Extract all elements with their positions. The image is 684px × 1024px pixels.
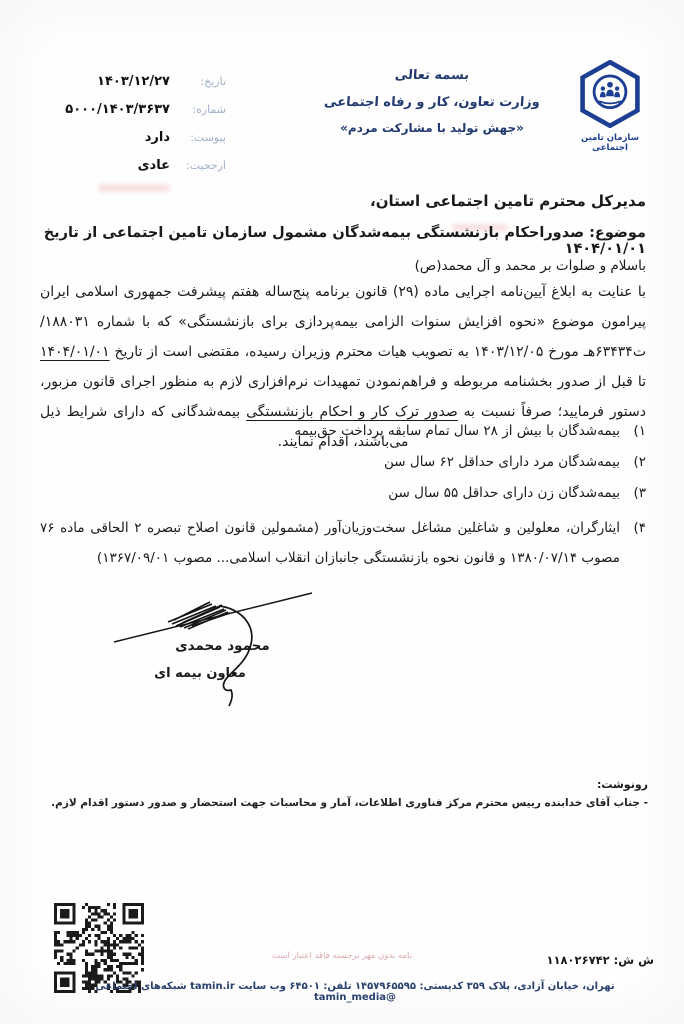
serial-label: ش ش: — [613, 953, 654, 967]
paragraph-part2: تا قبل از صدور بخشنامه مربوطه و فراهم‌نمودن تمهیدات نرم‌افزاری لازم به منظور اجرای قانون مزبور، دستور فرمایید؛ صرفاً نسبت به — [40, 374, 647, 420]
meta-row-attachment — [38, 130, 226, 150]
qr-code — [54, 903, 144, 993]
priority-value: عادی — [137, 158, 170, 173]
item-text: بیمه‌شدگان زن دارای حداقل ۵۵ سال سن — [388, 485, 620, 501]
serial-number — [546, 953, 654, 967]
item-number: ۳) — [633, 485, 646, 501]
ministry-name: وزارت تعاون، کار و رفاه اجتماعی — [323, 95, 541, 110]
signer-name: محمود محمدی — [175, 638, 270, 654]
signature-block — [112, 582, 327, 712]
signer-title: معاون بیمه ای — [154, 666, 246, 681]
list-item — [40, 420, 646, 443]
number-label: شماره: — [192, 103, 226, 116]
letter-meta-block — [38, 74, 226, 186]
list-item — [40, 482, 646, 505]
subject-line: موضوع: صدوراحکام بازنشستگی بیمه‌شدگان مشمول سازمان تامین اجتماعی از تاریخ ۱۴۰۴/۰۱/۰۱ — [43, 225, 646, 257]
item-text: ایثارگران، معلولین و شاغلین مشاغل سخت‌وزیان‌آور (مشمولین قانون اصلاح تبصره ۲ الحاقی ماده ۷۶ مصوب ۱۳۸۰/۰۷/۱۴ و قانون نحوه بازنشستگی جانبازان انقلاب اسلامی... مصوب ۱۳۶۷/۰۹/۰۱) — [40, 520, 620, 566]
scan-smudge — [98, 184, 170, 192]
organization-name: سازمان تامین اجتماعی — [581, 133, 639, 153]
item-number: ۲) — [633, 454, 646, 470]
conditions-list — [40, 420, 646, 581]
date-value: ۱۴۰۳/۱۲/۲۷ — [97, 74, 170, 89]
cc-label: رونوشت: — [596, 778, 648, 791]
attachment-value: دارد — [144, 130, 170, 145]
footer-address: تهران، خیابان آزادی، پلاک ۳۵۹ کدپستی: ۱۴۵۷۹۶۵۵۹۵ تلفن: ۶۴۵۰۱ وب سایت tamin.ir شبکه‌های اجتماعی @tamin_media — [95, 981, 615, 1003]
underlined-phrase: صدور ترک کار و احکام بازنشستگی — [246, 404, 458, 420]
cc-item: - جناب آقای خدابنده رییس محترم مرکز فناوری اطلاعات، آمار و محاسبات جهت استحضار و صدور دستور اقدام لازم. — [51, 797, 648, 809]
meta-row-date — [38, 74, 226, 94]
recipient-line: مدیرکل محترم تامین اجتماعی استان، — [370, 192, 646, 210]
salutation-line: باسلام و صلوات بر محمد و آل محمد(ص) — [414, 258, 646, 274]
list-item — [40, 451, 646, 474]
paragraph-part1: با عنایت به ابلاغ آیین‌نامه اجرایی ماده (۲۹) قانون برنامه پنج‌ساله هفتم پیشرفت جمهوری اسلامی ایران پیرامون موضوع «نحوه افزایش سنوات الزامی بیمه‌پردازی برای بازنشستگی» که با شماره ۱۸۸۰۳۱/ت۶۳۴۳۴هـ مورخ ۱۴۰۳/۱۲/۰۵ به تصویب هیات محترم وزیران رسیده، مقتضی است از تاریخ — [40, 284, 646, 360]
underlined-date: ۱۴۰۴/۰۱/۰۱ — [40, 344, 110, 360]
sso-logo-icon — [577, 60, 643, 128]
serial-value: ۱۱۸۰۲۶۷۴۲ — [546, 953, 610, 967]
list-item — [40, 513, 646, 573]
year-slogan: «جهش تولید با مشارکت مردم» — [340, 121, 524, 135]
paragraph-part3: بیمه‌شدگانی که دارای شرایط ذیل می‌باشند، اقدام نمایند. — [40, 404, 409, 450]
item-text: بیمه‌شدگان مرد دارای حداقل ۶۲ سال سن — [384, 454, 620, 470]
number-value: ۵۰۰۰/۱۴۰۳/۳۶۳۷ — [65, 102, 170, 117]
attachment-label: پیوست: — [190, 131, 226, 144]
date-label: تاریخ: — [200, 75, 226, 88]
item-text: بیمه‌شدگان با بیش از ۲۸ سال تمام سابقه پرداخت حق‌بیمه — [294, 423, 620, 439]
organization-logo — [564, 60, 656, 153]
meta-row-priority — [38, 158, 226, 178]
besmellah-text: بسمه تعالی — [394, 68, 470, 83]
validity-note: نامه بدون مهر برجسته فاقد اعتبار است — [272, 951, 412, 961]
cc-block — [40, 778, 648, 809]
item-number: ۴) — [633, 520, 646, 536]
item-number: ۱) — [633, 423, 646, 439]
letterhead-center — [322, 68, 542, 135]
meta-row-number — [38, 102, 226, 122]
priority-label: ارجحیت: — [185, 159, 226, 172]
